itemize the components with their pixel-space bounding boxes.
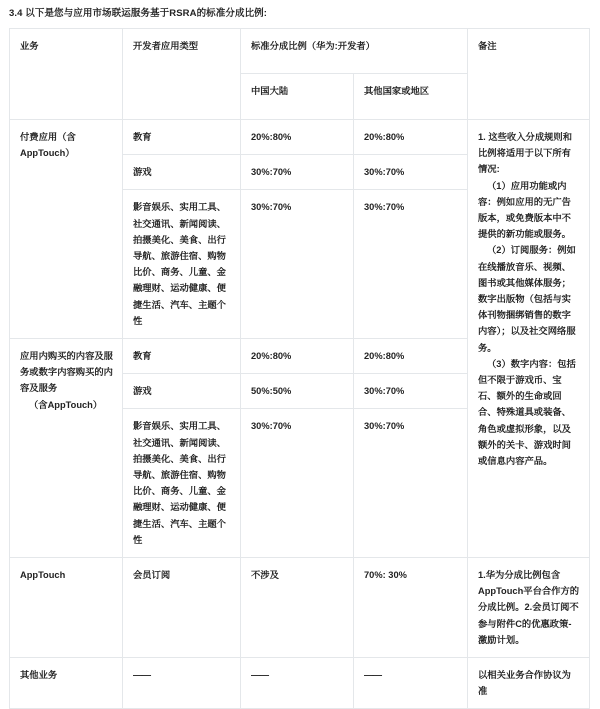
cell-ratio-mainland: 20%:80% <box>241 339 354 374</box>
revenue-share-table <box>9 28 590 709</box>
cell-remark-paid-apps <box>468 120 590 558</box>
cell-ratio-mainland: 20%:80% <box>241 120 354 155</box>
header-remark: 备注 <box>468 29 590 120</box>
header-standard-ratio: 标准分成比例（华为:开发者） <box>241 29 468 74</box>
cell-business-in-app-purchase <box>10 339 123 558</box>
cell-ratio-other: 30%:70% <box>354 155 468 190</box>
cell-business-paid-apps: 付费应用（含AppTouch） <box>10 120 123 339</box>
cell-app-type: 会员订阅 <box>123 558 241 658</box>
table-row <box>10 558 590 658</box>
cell-ratio-other: 30%:70% <box>354 409 468 558</box>
header-mainland-china: 中国大陆 <box>241 74 354 120</box>
cell-ratio-mainland: —— <box>241 658 354 709</box>
cell-ratio-other: 20%:80% <box>354 120 468 155</box>
remark-item-1: （1）应用功能或内容：例如应用的无广告版本，或免费版本中不提供的新功能或服务。 <box>478 180 571 240</box>
cell-ratio-mainland: 30%:70% <box>241 409 354 558</box>
cell-app-type: 游戏 <box>123 155 241 190</box>
table-header <box>10 29 590 120</box>
cell-ratio-other: 70%: 30% <box>354 558 468 658</box>
cell-ratio-other: 30%:70% <box>354 190 468 339</box>
header-other-regions: 其他国家或地区 <box>354 74 468 120</box>
business-label: 应用内购买的内容及服务或数字内容购买的内容及服务 <box>20 351 113 394</box>
cell-ratio-other: —— <box>354 658 468 709</box>
business-sublabel: （含AppTouch） <box>29 399 103 410</box>
cell-app-type: 游戏 <box>123 374 241 409</box>
remark-item-2: （2）订阅服务：例如在线播放音乐、视频、图书或其他媒体服务；数字出版物（包括与实体刊物捆绑销售的数字内容）；以及社交网络服务。 <box>478 245 576 353</box>
table-row <box>10 658 590 709</box>
cell-ratio-mainland: 30%:70% <box>241 155 354 190</box>
header-developer-app-type: 开发者应用类型 <box>123 29 241 120</box>
table-header-row-main <box>10 29 590 74</box>
remark-item-3: （3）数字内容：包括但不限于游戏币、宝石、额外的生命或回合、特殊道具或装备、角色或虚拟形象，以及额外的关卡、游戏时间或信息内容产品。 <box>478 358 576 467</box>
cell-app-type: 影音娱乐、实用工具、社交通讯、新闻阅读、拍摄美化、美食、出行导航、旅游住宿、购物比价、商务、儿童、金融理财、运动健康、便捷生活、汽车、主题个性 <box>123 190 241 339</box>
cell-ratio-mainland: 50%:50% <box>241 374 354 409</box>
cell-app-type: 教育 <box>123 339 241 374</box>
header-business: 业务 <box>10 29 123 120</box>
cell-business-other: 其他业务 <box>10 658 123 709</box>
section-intro-text: 3.4 以下是您与应用市场联运服务基于RSRA的标准分成比例: <box>9 8 268 19</box>
cell-remark-apptouch: 1.华为分成比例包含AppTouch平台合作方的分成比例。2.会员订阅不参与附件C的优惠政策-激励计划。 <box>468 558 590 658</box>
cell-ratio-other: 30%:70% <box>354 374 468 409</box>
cell-ratio-mainland: 不涉及 <box>241 558 354 658</box>
table-row <box>10 120 590 155</box>
remark-intro: 1. 这些收入分成规则和比例将适用于以下所有情况: <box>478 132 573 175</box>
cell-business-apptouch: AppTouch <box>10 558 123 658</box>
cell-app-type: 教育 <box>123 120 241 155</box>
table-body <box>10 120 590 709</box>
cell-ratio-mainland: 30%:70% <box>241 190 354 339</box>
cell-app-type: 影音娱乐、实用工具、社交通讯、新闻阅读、拍摄美化、美食、出行导航、旅游住宿、购物比价、商务、儿童、金融理财、运动健康、便捷生活、汽车、主题个性 <box>123 409 241 558</box>
cell-ratio-other: 20%:80% <box>354 339 468 374</box>
cell-app-type: —— <box>123 658 241 709</box>
cell-remark-other: 以相关业务合作协议为准 <box>468 658 590 709</box>
